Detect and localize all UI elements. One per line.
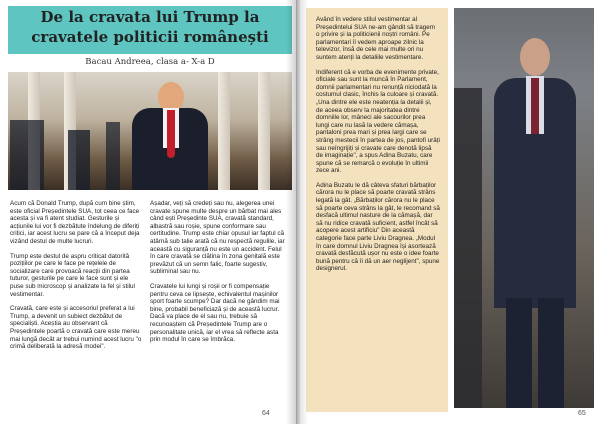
article-byline: Bacau Andreea, clasa a- X-a D: [85, 57, 215, 67]
paragraph: Așadar, veți să credeți sau nu, alegerea unei cravate spune multe despre un bărbat mai ales când ești Președinte SUA, cravată standard, albastră sau roșie, spune conformare sau certitudine. Trump este chiar opusul iar faptul că atârnă sub talie arată că nu respectă regulile, iar această cu siguranță nu este un accident. Felul în care cravată se clătina în zona genitală este prevăzut că un semn falic, foarte sugestiv, subliminal sau nu.: [150, 200, 285, 276]
article-column-1: [10, 200, 143, 358]
paragraph: Indiferent că e vorba de evenimente private, oficiale sau sunt la muncă în Parlament, domnii parlamentari nu renunță niciodată la costumul clasic, închis la culoare și cravată. „Una dintre ele este neatenția la detalii și, de aceea observ la majoritatea dintre domniile lor, mâneci ale sacourilor prea lungi care nu lasă la vedere cămașa, pantaloni prea mari și prea largi care se strâng mestecii în partea de jos, pantofi urâți sau neîngrijiți și cravate care denotă lipsă de imaginație", a spus Adina Buzatu, care spune că se remarcă o evoluție în ultimii zece ani.: [316, 68, 440, 175]
paragraph: Cravată, care este și accesoriul preferat a lui Trump, a devenit un subiect dezbătut de specialiști. Aceștia au observant că Președintele poartă o cravată care este mereu mai lungă decât ar trebui numind acest lucru "o crimă deliberată la adresă modei".: [10, 305, 142, 351]
article-title: De la cravata lui Trump la cravatele politicii românești: [31, 8, 269, 46]
dragnea-photo: [454, 8, 594, 408]
right-page: [300, 0, 600, 424]
paragraph: Acum că Donald Trump, după cum bine știm, este oficial Președintele SUA, tot ceea ce face acesta și va fi atent studiat. Gesturile și acțiunile lui vor fi dezbătute îndelung de diferiți critici, iar acest lucru se pare că a început deja vizând destul de multe lucruri.: [10, 200, 140, 245]
page-number: 65: [578, 410, 586, 417]
left-page: [0, 0, 297, 424]
paragraph: Adina Buzatu le dă câteva sfaturi bărbaților cărora nu le place să poarte cravată strâns legată la gât. „Bărbaților cărora nu le place să poarte ceva strâns la gât, le recomand să desfacă ultimul nasture de la cămașă, dar să nu ridice cravată suficient, astfel încât să acopere acest artificiu" Din această categorie face parte Liviu Dragnea. „Modul în care domnul Liviu Dragnea își asortează cravată desfăcută ușor nu este o idee foarte bună pentru că îi dă un aer neglijent", spune designerul.: [316, 181, 440, 273]
paragraph: Trump este destul de aspru criticat datorită pozițiilor pe care le face pe rețelele de socializare care provoacă reacții din partea tuturor, gesturile pe care le face sunt și ele puse sub microscop și analizate la fel și stilul vestimentar.: [10, 252, 135, 298]
article-column-2: [150, 200, 285, 351]
trump-photo: [8, 72, 292, 190]
article-column-3: [316, 16, 440, 280]
paragraph: Având în vedere stilul vestimentar al Președintelui SUA ne-am gândit să tragem o privire și la politicienii noștri români. Pe parlamentari îi vedem aproape zilnic la televizor, însă de cele mai multe ori nu suntem atenți la detaliile vestimentare.: [316, 16, 436, 61]
page-number: 64: [262, 410, 270, 417]
paragraph: Cravatele lui lungi și roșii or fi compensație pentru ceva ce lipsește, echivalentul mașinilor sport foarte scumpe? Dar dacă ne gândim mai bine, probabil beneficiază și de această lucrur. Dacă va place de el sau nu, trebuie să recunoaștem că Președintele Trump are o personalitate unică, iar el vrea să reflecte asta prin modul în care se îmbrăca.: [150, 282, 280, 344]
